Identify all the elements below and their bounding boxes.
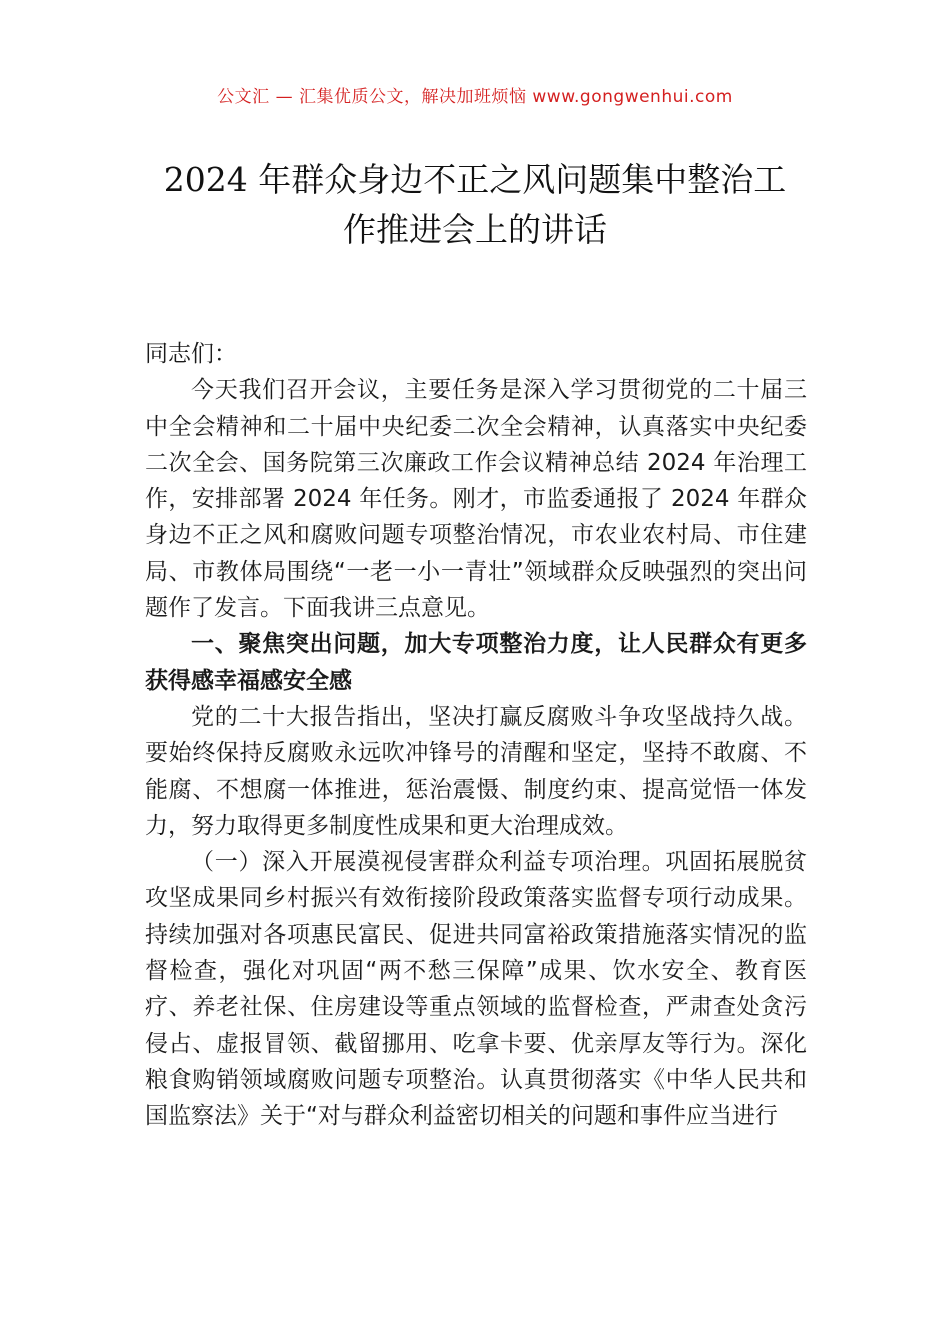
document-title <box>130 155 820 255</box>
title-line-2: 作推进会上的讲话 <box>343 210 607 249</box>
paragraph-subsection-1: （一）深入开展漠视侵害群众利益专项治理。巩固拓展脱贫攻坚成果同乡村振兴有效衔接阶段政策落实监督专项行动成果。持续加强对各项惠民富民、促进共同富裕政策措施落实情况的监督检查，强化对巩固“两不愁三保障”成果、饮水安全、教育医疗、养老社保、住房建设等重点领域的监督检查，严肃查处贪污侵占、虚报冒领、截留挪用、吃拿卡要、优亲厚友等行为。深化粮食购销领域腐败问题专项整治。认真贯彻落实《中华人民共和国监察法》关于“对与群众利益密切相关的问题和事件应当进行 <box>145 849 807 1130</box>
header-banner: 公文汇 — 汇集优质公文，解决加班烦恼 www.gongwenhui.com <box>217 87 733 107</box>
paragraph-section-1: 党的二十大报告指出，坚决打赢反腐败斗争攻坚战持久战。要始终保持反腐败永远吹冲锋号的清醒和坚定，坚持不敢腐、不能腐、不想腐一体推进，惩治震慑、制度约束、提高觉悟一体发力，努力取得更多制度性成果和更大治理成效。 <box>145 703 807 839</box>
section-heading-1: 一、聚焦突出问题，加大专项整治力度，让人民群众有更多获得感幸福感安全感 <box>145 631 807 694</box>
salutation: 同志们： <box>145 341 237 367</box>
paragraph-intro: 今天我们召开会议，主要任务是深入学习贯彻党的二十届三中全会精神和二十届中央纪委二次全会精神，认真落实中央纪委二次全会、国务院第三次廉政工作会议精神总结 2024 年治理工作，安排部署 2024 年任务。刚才，市监委通报了 2024 年群众身边不正之风和腐败问题专项整治情况，市农业农村局、市住建局、市教体局围绕“一老一小一青壮”领域群众反映强烈的突出问题作了发言。下面我讲三点意见。 <box>145 377 807 622</box>
title-line-1: 2024 年群众身边不正之风问题集中整治工 <box>163 160 787 199</box>
document-body <box>145 336 807 1135</box>
